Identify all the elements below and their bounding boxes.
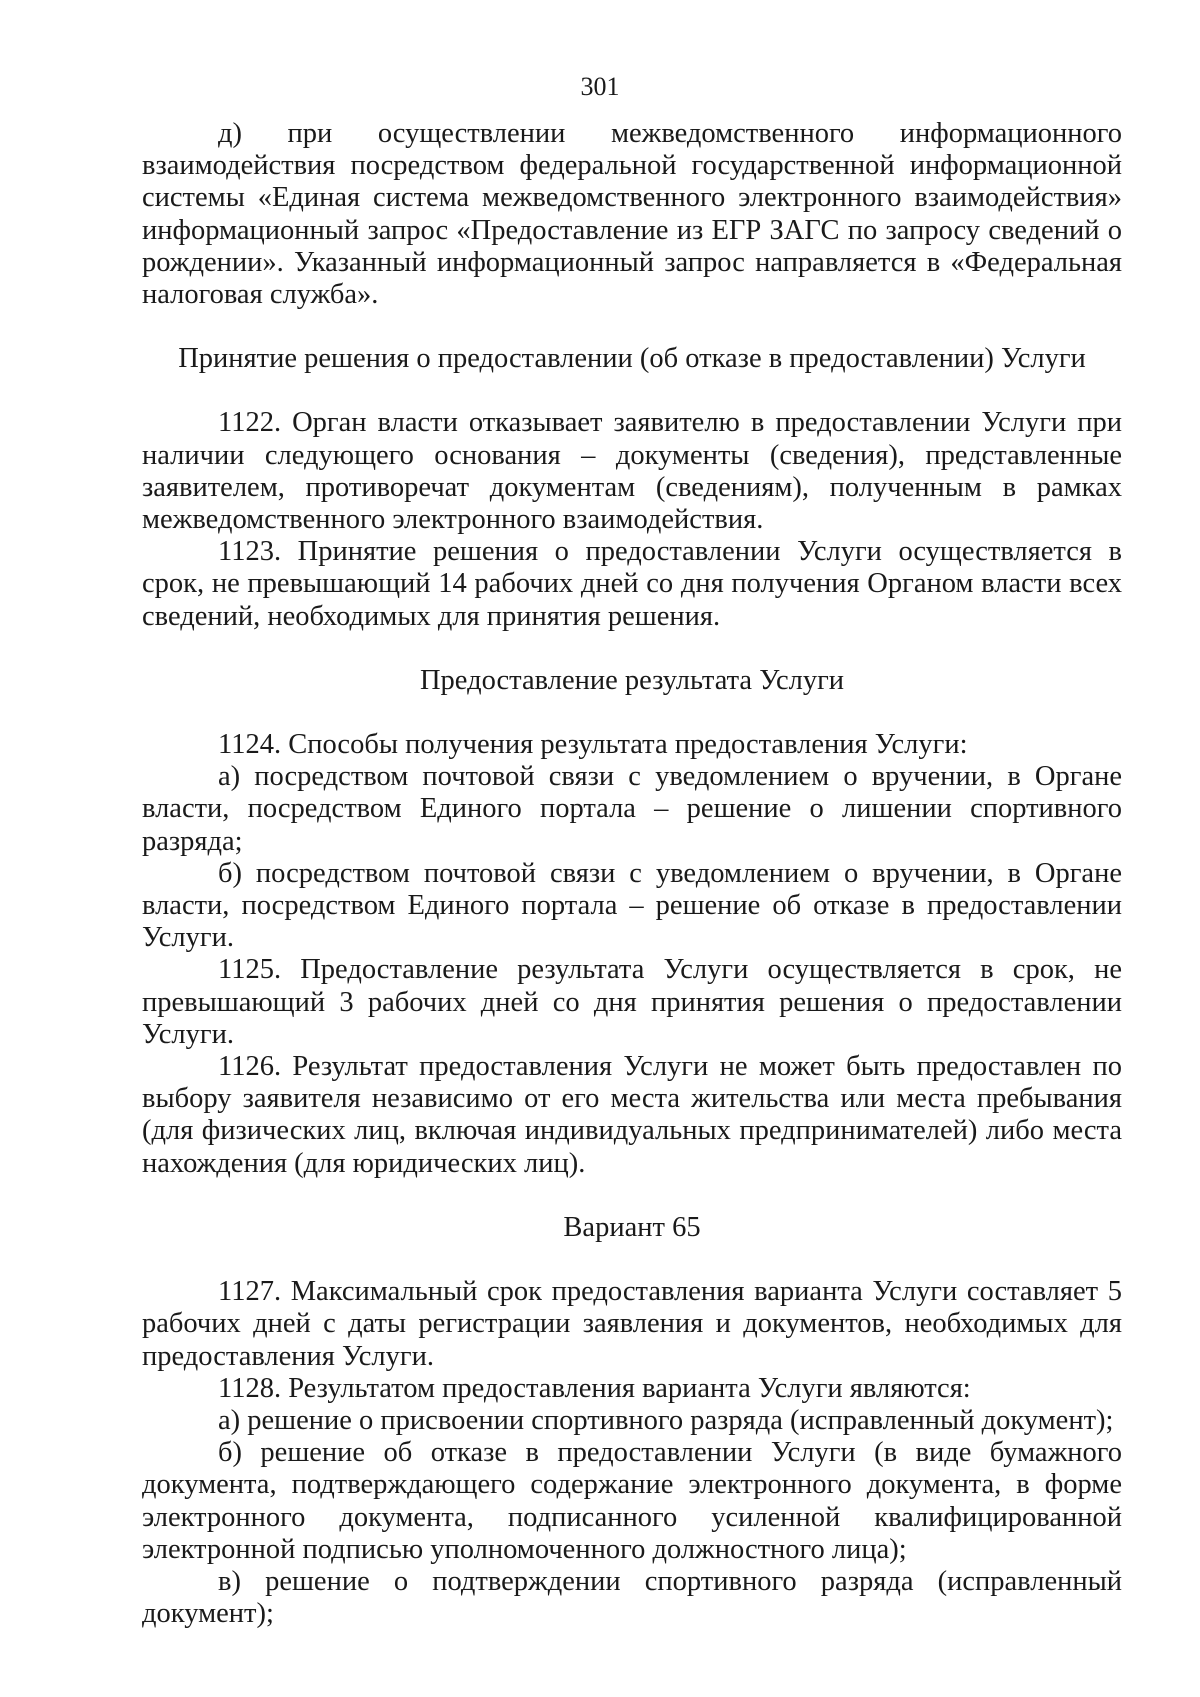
paragraph-1124-b: б) посредством почтовой связи с уведомлением о вручении, в Органе власти, посредством Единого портала – решение об отказе в предоставлении Услуги. — [142, 857, 1122, 954]
paragraph-1126: 1126. Результат предоставления Услуги не может быть предоставлен по выбору заявителя независимо от его места жительства или места пребывания (для физических лиц, включая индивидуальных предпринимателей) либо места нахождения (для юридических лиц). — [142, 1051, 1122, 1179]
paragraph-1128-b: б) решение об отказе в предоставлении Услуги (в виде бумажного документа, подтверждающего содержание электронного документа, в форме электронного документа, подписанного усиленной квалифицированной электронной подписью уполномоченного должностного лица); — [142, 1437, 1122, 1565]
document-body — [142, 118, 1122, 1630]
paragraph-1123: 1123. Принятие решения о предоставлении Услуги осуществляется в срок, не превышающий 14 рабочих дней со дня получения Органом власти всех сведений, необходимых для принятия решения. — [142, 536, 1122, 632]
paragraph-1124-a: а) посредством почтовой связи с уведомлением о вручении, в Органе власти, посредством Единого портала – решение о лишении спортивного разряда; — [142, 761, 1122, 857]
page-number: 301 — [580, 72, 620, 101]
section-heading-decision: Принятие решения о предоставлении (об отказе в предоставлении) Услуги — [178, 343, 1086, 375]
paragraph-1125: 1125. Предоставление результата Услуги осуществляется в срок, не превышающий 3 рабочих дней со дня принятия решения о предоставлении Услуги. — [142, 954, 1122, 1050]
section-heading-variant-65: Вариант 65 — [563, 1211, 701, 1243]
paragraph-1127: 1127. Максимальный срок предоставления варианта Услуги составляет 5 рабочих дней с даты регистрации заявления и документов, необходимых для предоставления Услуги. — [142, 1276, 1122, 1372]
paragraph-1124: 1124. Способы получения результата предоставления Услуги: — [218, 729, 968, 761]
paragraph-1122: 1122. Орган власти отказывает заявителю в предоставлении Услуги при наличии следующего основания – документы (сведения), представленные заявителем, противоречат документам (сведениям), полученным в рамках межведомственного электронного взаимодействия. — [142, 407, 1122, 536]
paragraph-1128: 1128. Результатом предоставления варианта Услуги являются: — [218, 1372, 971, 1404]
paragraph-d-interagency-request: д) при осуществлении межведомственного информационного взаимодействия посредством федеральной государственной информационной системы «Единая система межведомственного электронного взаимодействия» информационный запрос «Предоставление из ЕГР ЗАГС по запросу сведений о рождении». Указанный информационный запрос направляется в «Федеральная налоговая служба». — [142, 118, 1122, 311]
paragraph-1128-v: в) решение о подтверждении спортивного разряда (исправленный документ); — [142, 1565, 1122, 1630]
paragraph-1128-a: а) решение о присвоении спортивного разряда (исправленный документ); — [218, 1404, 1114, 1436]
section-heading-result: Предоставление результата Услуги — [419, 664, 845, 696]
